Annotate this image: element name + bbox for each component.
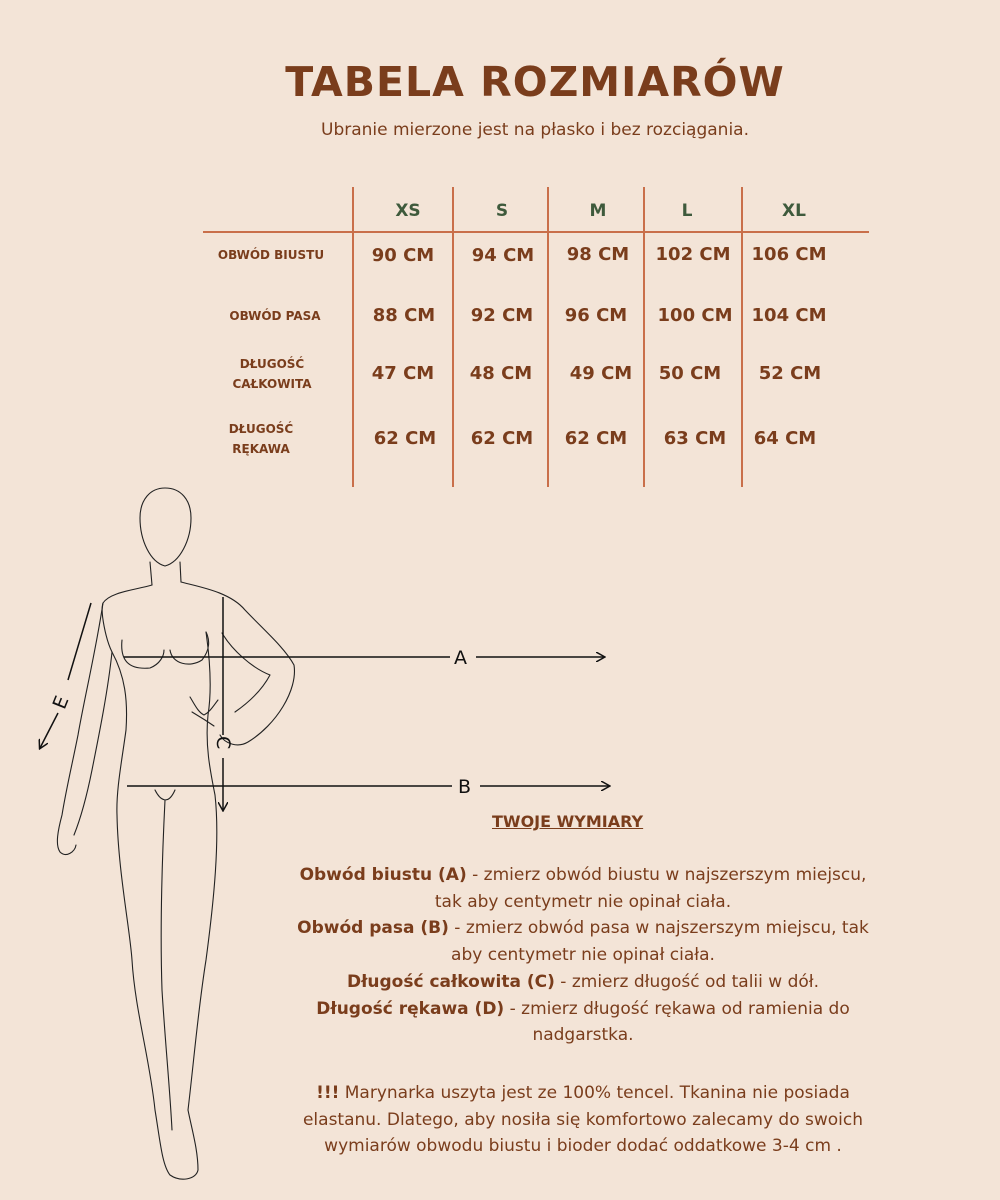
table-cell: 104 CM — [751, 305, 827, 326]
row-label-sleeve-length — [186, 419, 336, 459]
instruction-line: Długość całkowita (C) - zmierz długość od talii w dół. — [346, 971, 820, 992]
table-cell: 90 CM — [371, 245, 435, 266]
size-header-xs: XS — [395, 201, 421, 221]
label-c: C — [212, 736, 234, 750]
instruction-line: nadgarstka. — [532, 1025, 634, 1046]
page-subtitle: Ubranie mierzone jest na płasko i bez rozciągania. — [321, 120, 749, 140]
table-cell: 47 CM — [371, 363, 435, 384]
label-a: A — [454, 647, 467, 669]
size-header-xl: XL — [782, 201, 806, 221]
size-header-l: L — [681, 201, 693, 221]
instruction-line: Obwód biustu (A) - zmierz obwód biustu w najszerszym miejscu, — [299, 865, 867, 885]
table-cell: 88 CM — [372, 305, 436, 326]
table-cell: 64 CM — [753, 428, 817, 449]
table-cell: 50 CM — [658, 363, 722, 384]
size-header-m: M — [589, 201, 607, 221]
body-outline — [57, 488, 294, 1179]
note-line: elastanu. Dlatego, aby nosiła się komfortowo zalecamy do swoich — [302, 1109, 864, 1130]
row-label-total-length — [197, 354, 347, 394]
table-cell: 98 CM — [566, 244, 630, 265]
table-header-rule — [203, 231, 869, 233]
row-label-waist — [200, 306, 350, 326]
label-b: B — [458, 776, 472, 798]
measurement-instructions — [248, 862, 918, 1049]
table-cell: 92 CM — [470, 305, 534, 326]
table-cell: 48 CM — [469, 363, 533, 384]
instruction-line: tak aby centymetr nie opinał ciała. — [434, 891, 732, 912]
row-label-line: CAŁKOWITA — [232, 377, 312, 391]
table-cell: 106 CM — [751, 244, 827, 265]
table-cell: 94 CM — [471, 245, 535, 266]
instruction-line: Długość rękawa (D) - zmierz długość rękawa od ramienia do — [316, 998, 850, 1019]
table-cell: 52 CM — [758, 363, 822, 384]
table-cell: 100 CM — [657, 305, 733, 326]
page-title: TABELA ROZMIARÓW — [285, 58, 785, 106]
instruction-line: Obwód pasa (B) - zmierz obwód pasa w najszerszym miejscu, tak — [297, 918, 869, 939]
row-label-line: OBWÓD BIUSTU — [217, 248, 325, 262]
row-label-line: OBWÓD PASA — [229, 309, 321, 323]
table-cell: 102 CM — [655, 244, 731, 265]
row-label-bust — [196, 245, 346, 265]
table-cell: 63 CM — [663, 428, 727, 449]
sleeve-measure-line — [68, 603, 91, 680]
fabric-note — [248, 1080, 918, 1160]
note-line: wymiarów obwodu biustu i bioder dodać oddatkowe 3-4 cm . — [324, 1136, 842, 1157]
row-label-line: DŁUGOŚĆ — [239, 357, 305, 371]
table-cell: 49 CM — [569, 363, 633, 384]
table-column-rule — [352, 187, 354, 487]
row-label-line: RĘKAWA — [232, 442, 290, 456]
label-e: E — [48, 692, 74, 713]
table-cell: 62 CM — [564, 428, 628, 449]
instruction-line: aby centymetr nie opinał ciała. — [451, 945, 715, 966]
note-line: !!! Marynarka uszyta jest ze 100% tencel. Tkanina nie posiada — [316, 1083, 850, 1103]
table-cell: 96 CM — [564, 305, 628, 326]
table-cell: 62 CM — [373, 428, 437, 449]
section-title: TWOJE WYMIARY — [492, 812, 644, 831]
row-label-line: DŁUGOŚĆ — [228, 422, 294, 436]
size-header-s: S — [495, 201, 509, 221]
sleeve-measure-arrow — [40, 713, 58, 748]
table-cell: 62 CM — [470, 428, 534, 449]
